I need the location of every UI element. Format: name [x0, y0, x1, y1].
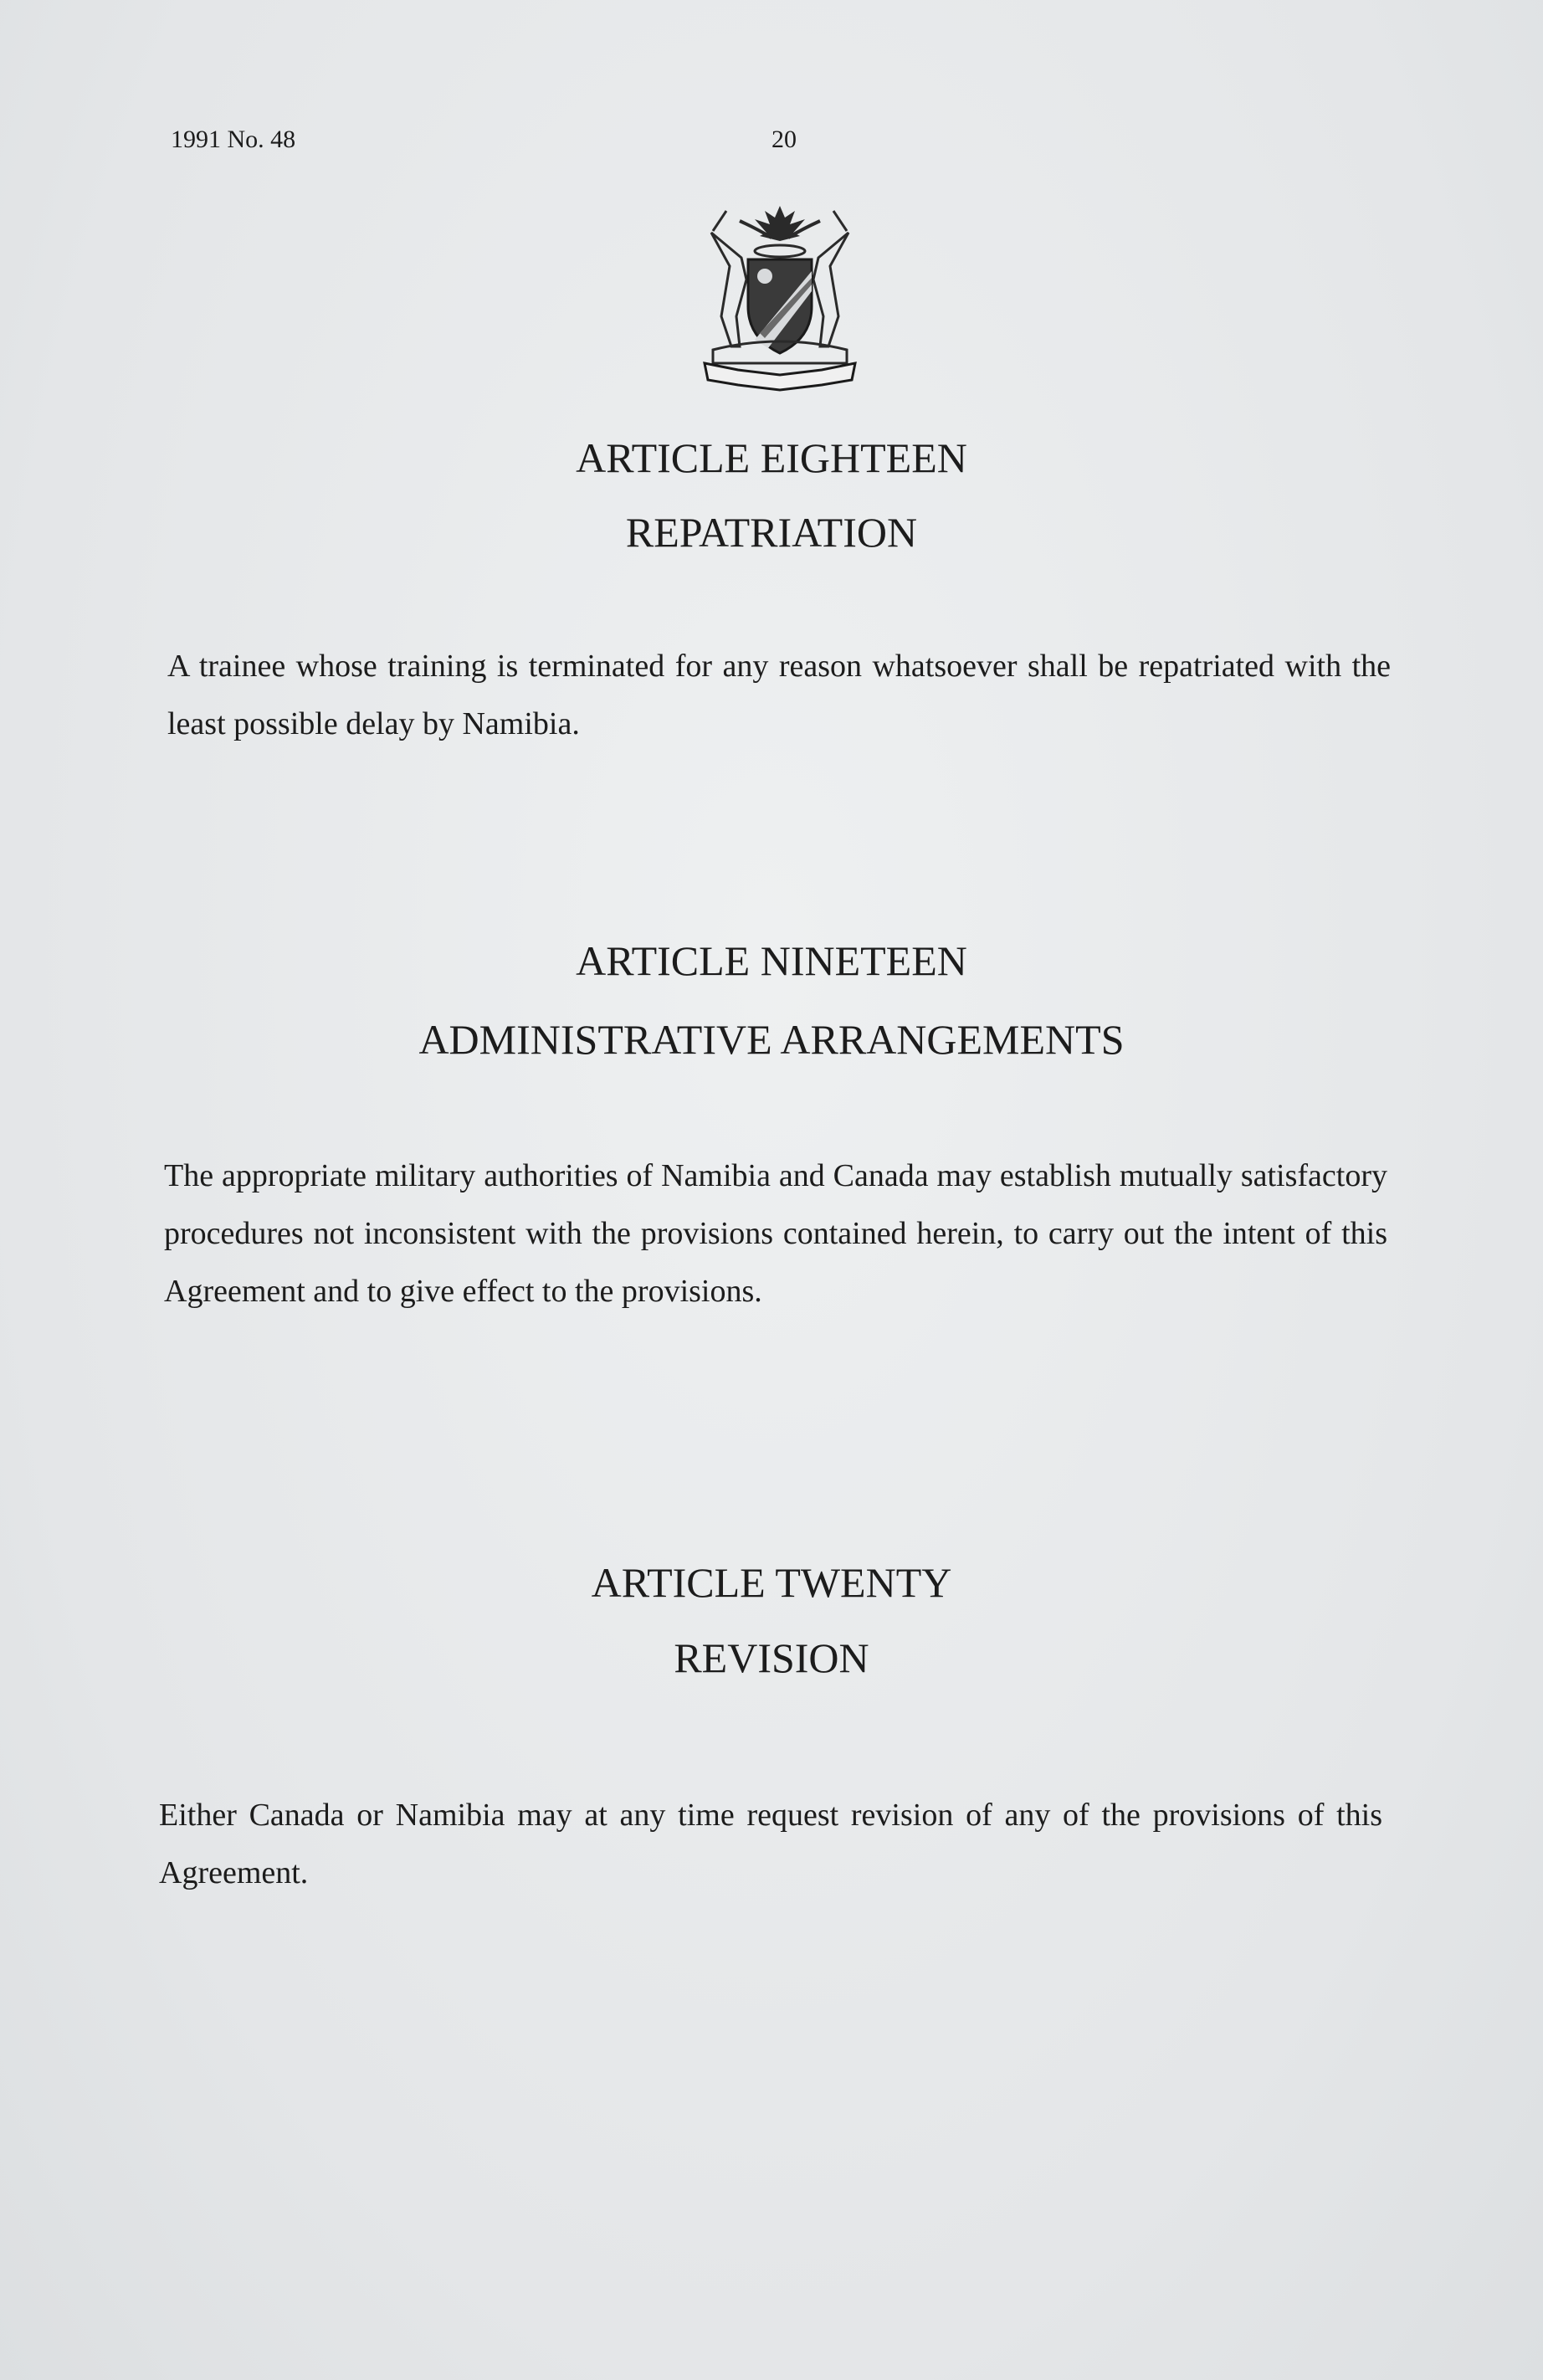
article-body: Either Canada or Namibia may at any time request revision of any of the provisions of this Agreement. — [159, 1798, 1382, 1890]
article-heading: ARTICLE EIGHTEEN — [576, 434, 967, 481]
article-subheading: REVISION — [674, 1634, 869, 1681]
article-heading: ARTICLE TWENTY — [591, 1559, 952, 1606]
document-reference: 1991 No. 48 — [171, 126, 296, 153]
article-subheading: ADMINISTRATIVE ARRANGEMENTS — [418, 1016, 1125, 1063]
article-heading: ARTICLE NINETEEN — [576, 937, 967, 984]
article-subheading: REPATRIATION — [625, 509, 918, 556]
article-body: The appropriate military authorities of Namibia and Canada may establish mutually satisfactory procedures not inconsistent with the provisions contained herein, to carry out the intent of this Agreement and to give effect to the provisions. — [164, 1158, 1387, 1309]
namibia-coat-of-arms-icon — [688, 199, 872, 393]
page-number: 20 — [772, 126, 797, 153]
article-body: A trainee whose training is terminated for any reason whatsoever shall be repatriated with the least possible delay by Namibia. — [167, 649, 1391, 741]
